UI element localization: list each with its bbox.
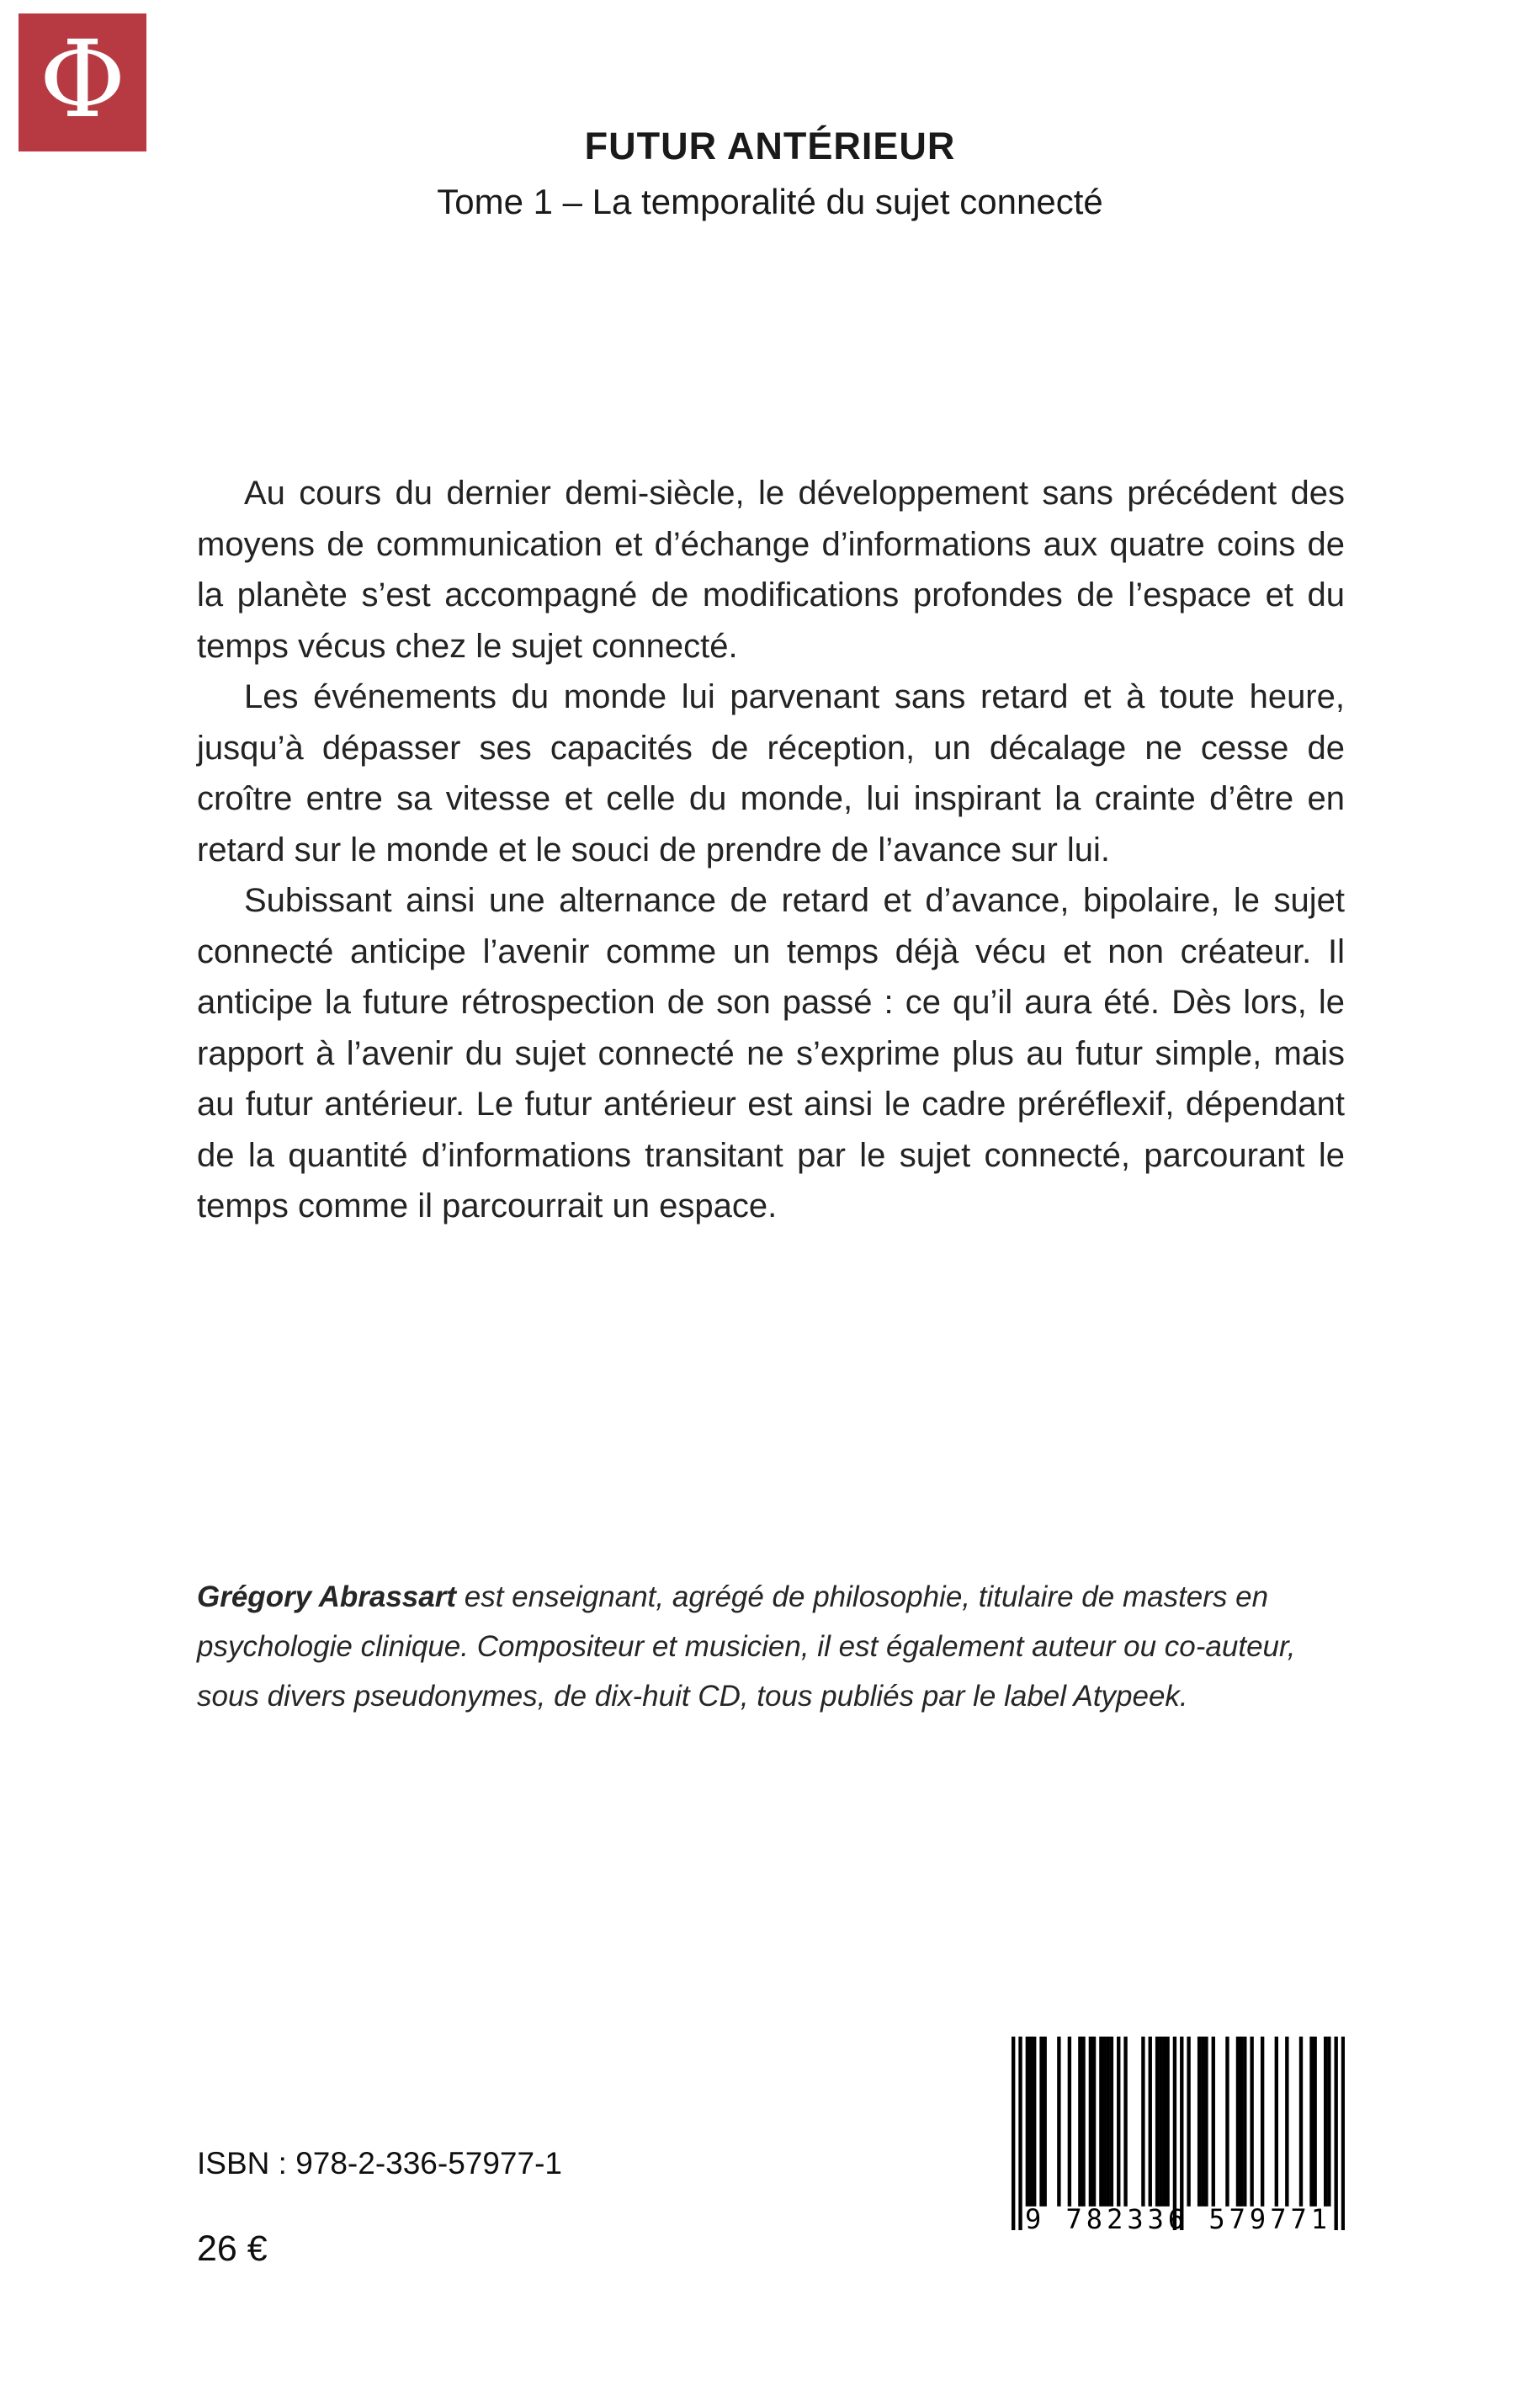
price-text: 26 € [197,2228,268,2269]
title-block [0,125,1540,222]
back-cover-text [197,468,1345,1232]
barcode-digits: 9 782336 579771 [1025,2203,1331,2235]
paragraph-3: Subissant ainsi une alternance de retard et d’avance, bipolaire, le sujet connecté anticipe l’avenir comme un temps déjà vécu et non créateur. Il anticipe la future rétrospection de son passé : ce qu’il aura été. Dès lors, le rapport à l’avenir du sujet connecté ne s’exprime plus au futur simple, mais au futur antérieur. Le futur antérieur est ainsi le cadre préréflexif, dépendant de la quantité d’informations transitant par le sujet connecté, parcourant le temps comme il parcourrait un espace. [197,882,1345,1224]
paragraph-1: Au cours du dernier demi-siècle, le développement sans précédent des moyens de communication et d’échange d’informations aux quatre coins de la planète s’est accompagné de modifications profondes de l’espace et du temps vécus chez le sujet connecté. [197,475,1345,665]
phi-icon: Φ [39,18,126,141]
paragraph-2: Les événements du monde lui parvenant sans retard et à toute heure, jusqu’à dépasser ses capacités de réception, un décalage ne cesse de croître entre sa vitesse et celle du monde, lui inspirant la crainte d’être en retard sur le monde et le souci de prendre de l’avance sur lui. [197,678,1345,868]
author-bio [197,1572,1351,1721]
author-bio-text: est enseignant, agrégé de philosophie, titulaire de masters en psychologie clinique. Compositeur et musicien, il est également auteur ou co-auteur, sous divers pseudonymes, de dix-huit CD, tous publiés par le label Atypeek. [197,1580,1296,1713]
book-subtitle: Tome 1 – La temporalité du sujet connecté [437,182,1103,221]
ean13-barcode [1012,2037,1345,2235]
author-name: Grégory Abrassart [197,1580,456,1613]
book-title: FUTUR ANTÉRIEUR [584,125,956,167]
barcode-bars [1012,2037,1345,2230]
isbn-text: ISBN : 978-2-336-57977-1 [197,2146,562,2180]
